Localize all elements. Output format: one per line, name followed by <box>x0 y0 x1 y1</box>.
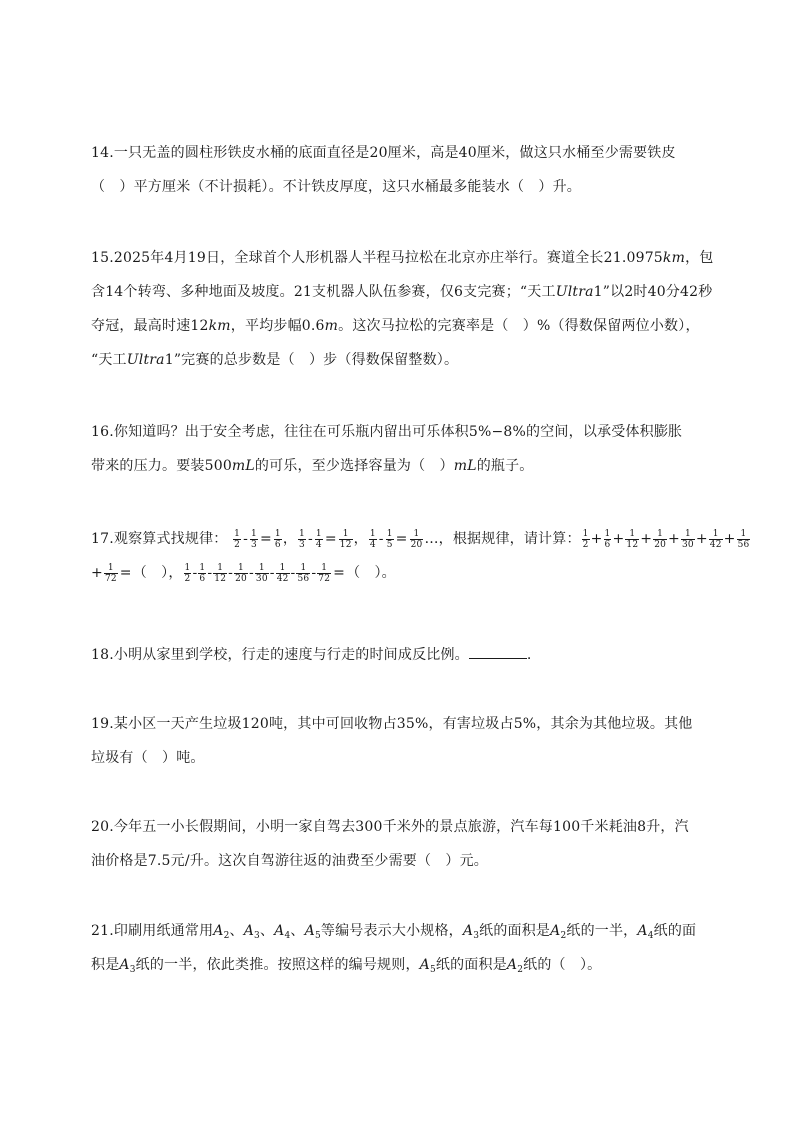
question-14 <box>91 136 711 204</box>
q17-line-2: + $\frac{1}{72}$ =（ ）， $\frac{1}{2}$ - $\frac{1}{6}$ - $\frac{1}{12}$ - $\frac{1}{20}$ - $\frac{1}{30}$ - $\frac{1}{42}$ - $\frac{1}{56}$ - $\frac{1}{72}$ =（ ）。 <box>91 562 396 584</box>
fraction: $\frac{1}{12}$ <box>339 528 352 550</box>
answer-blank[interactable] <box>469 644 527 659</box>
fraction: $\frac{1}{2}$ <box>582 528 589 550</box>
fraction: $\frac{1}{6}$ <box>199 562 206 584</box>
q19-line-1: 19.某小区一天产生垃圾120吨，其中可回收物占35%，有害垃圾占5%，其余为其他垃圾。其他 <box>91 716 693 732</box>
q19-line-2: 垃圾有（ ）吨。 <box>91 750 205 766</box>
fraction: $\frac{1}{3}$ <box>251 528 257 550</box>
fraction: $\frac{1}{42}$ <box>709 528 722 550</box>
fraction: $\frac{1}{56}$ <box>297 562 310 584</box>
q18-line-1: 18.小明从家里到学校，行走的速度与行走的时间成反比例。 . <box>91 638 711 672</box>
question-18 <box>91 638 711 672</box>
q15-line-4: “天工Ultra1”完赛的总步数是（ ）步（得数保留整数）。 <box>91 352 459 368</box>
fraction: $\frac{1}{6}$ <box>274 528 281 550</box>
q20-line-1: 20.今年五一小长假期间，小明一家自驾去300千米外的景点旅游，汽车每100千米耗油8升，汽 <box>91 819 689 835</box>
question-19 <box>91 707 711 775</box>
fraction: $\frac{1}{2}$ <box>184 562 191 584</box>
q20-line-2: 油价格是7.5元/升。这次自驾游往返的油费至少需要（ ）元。 <box>91 853 488 869</box>
fraction: $\frac{1}{2}$ <box>234 528 241 550</box>
q21-line-1: 21.印刷用纸通常用$A_2$、$A_3$、$A_4$、$A_5$等编号表示大小规格，$A_3$纸的面积是$A_2$纸的一半，$A_4$纸的面 <box>91 923 697 941</box>
fraction: $\frac{1}{12}$ <box>626 528 639 550</box>
q15-line-2: 含14个转弯、多种地面及坡度。21支机器人队伍参赛，仅6支完赛；“天工Ultra1”以2时40分42秒 <box>91 284 713 300</box>
question-17 <box>91 522 750 590</box>
q16-line-1: 16.你知道吗？出于安全考虑，往往在可乐瓶内留出可乐体积5%−8%的空间，以承受体积膨胀 <box>91 424 683 440</box>
q14-line-1: 14.一只无盖的圆柱形铁皮水桶的底面直径是20厘米，高是40厘米，做这只水桶至少需要铁皮 <box>91 145 676 161</box>
fraction: $\frac{1}{4}$ <box>315 528 322 550</box>
fraction: $\frac{1}{56}$ <box>737 528 750 550</box>
fraction: $\frac{1}{30}$ <box>681 528 694 550</box>
question-16 <box>91 415 711 483</box>
fraction: $\frac{1}{6}$ <box>604 528 611 550</box>
question-15 <box>91 241 714 377</box>
q16-line-2: 带来的压力。要装500mL的可乐，至少选择容量为（ ）mL的瓶子。 <box>91 458 534 474</box>
q17-line-1: 17.观察算式找规律： $\frac{1}{2}$ - $\frac{1}{3}$ = $\frac{1}{6}$ ， $\frac{1}{3}$ - $\frac{1}{4}$ = $\frac{1}{12}$ ， $\frac{1}{4}$ - $\frac{1}{5}$ = $\frac{1}{20}$ …，根据规律，请计算： $\frac{1}{2}$ + $\frac{1}{6}$ + $\frac{1}{12}$ + $\frac{1}{20}$ + $\frac{1}{30}$ + $\frac{1}{42}$ + $\frac{1}{56}$ <box>91 528 750 550</box>
fraction: $\frac{1}{20}$ <box>235 562 247 584</box>
fraction: $\frac{1}{42}$ <box>276 562 289 584</box>
question-21 <box>91 914 711 982</box>
question-20 <box>91 810 711 878</box>
q14-line-2: （ ）平方厘米（不计损耗）。不计铁皮厚度，这只水桶最多能装水（ ）升。 <box>91 179 581 195</box>
fraction: $\frac{1}{72}$ <box>318 562 331 584</box>
fraction: $\frac{1}{5}$ <box>386 528 393 550</box>
fraction: $\frac{1}{12}$ <box>214 562 227 584</box>
q15-line-1: 15.2025年4月19日，全球首个人形机器人半程马拉松在北京亦庄举行。赛道全长21.0975km，包 <box>91 250 714 266</box>
q21-line-2: 积是$A_3$纸的一半，依此类推。按照这样的编号规则，$A_5$纸的面积是$A_2$纸的（ ）。 <box>91 957 602 975</box>
q15-line-3: 夺冠，最高时速12km，平均步幅0.6m。这次马拉松的完赛率是（ ）%（得数保留两位小数）， <box>91 318 700 334</box>
fraction: $\frac{1}{4}$ <box>369 528 376 550</box>
fraction: $\frac{1}{20}$ <box>410 528 423 550</box>
fraction: $\frac{1}{30}$ <box>255 562 268 584</box>
fraction: $\frac{1}{20}$ <box>654 528 667 550</box>
fraction: $\frac{1}{72}$ <box>104 562 117 584</box>
fraction: $\frac{1}{3}$ <box>299 528 305 550</box>
